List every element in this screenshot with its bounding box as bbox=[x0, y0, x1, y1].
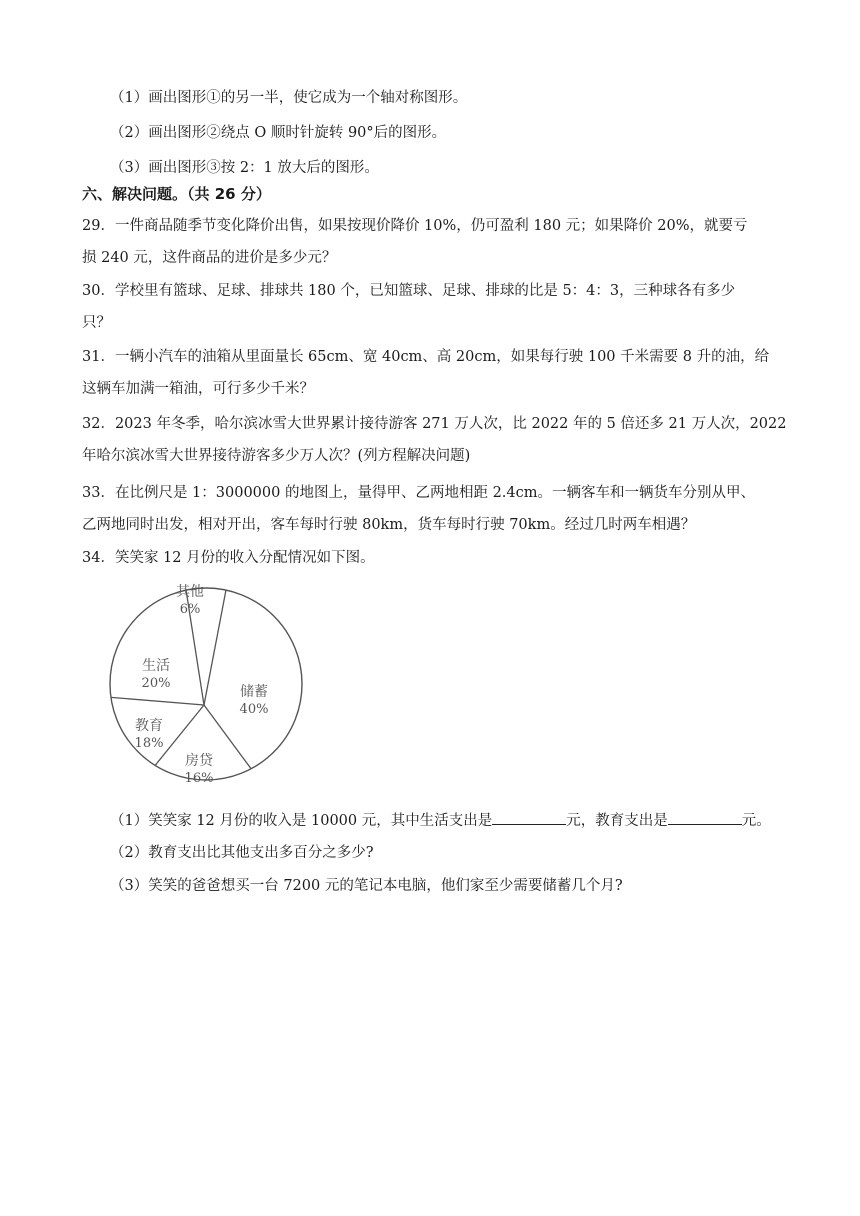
q34-sub1-text-c: 元。 bbox=[741, 813, 771, 829]
q34-sub1 bbox=[110, 810, 771, 831]
answer-blank-education[interactable] bbox=[668, 810, 742, 825]
q33-line-1: 33．在比例尺是 1：3000000 的地图上，量得甲、乙两地相距 2.4cm。一辆客车和一辆货车分别从甲、 bbox=[82, 485, 756, 501]
q32-line-1: 32．2023 年冬季，哈尔滨冰雪大世界累计接待游客 271 万人次，比 2022 年的 5 倍还多 21 万人次，2022 bbox=[82, 416, 787, 432]
q34-intro: 34．笑笑家 12 月份的收入分配情况如下图。 bbox=[82, 550, 375, 566]
slice-label-4: 生活 bbox=[142, 658, 170, 674]
q33-line-2: 乙两地同时出发，相对开出，客车每时行驶 80km，货车每时行驶 70km。经过几时两车相遇？ bbox=[82, 517, 696, 533]
q31-line-2: 这辆车加满一箱油，可行多少千米？ bbox=[82, 381, 314, 397]
slice-value-4: 20% bbox=[141, 676, 171, 691]
answer-blank-living[interactable] bbox=[492, 810, 566, 825]
section5-item-2: （2）画出图形②绕点 O 顺时针旋转 90°后的图形。 bbox=[110, 125, 447, 141]
q29-line-2: 损 240 元，这件商品的进价是多少元？ bbox=[82, 250, 337, 266]
q31-line-1: 31．一辆小汽车的油箱从里面量长 65cm、宽 40cm、高 20cm，如果每行驶 100 千米需要 8 升的油，给 bbox=[82, 349, 770, 365]
section5-item-3: （3）画出图形③按 2：1 放大后的图形。 bbox=[110, 160, 379, 176]
slice-value-5: 6% bbox=[179, 602, 201, 617]
income-pie-chart bbox=[104, 578, 314, 788]
pie-outline bbox=[110, 588, 302, 780]
slice-label-3: 教育 bbox=[135, 718, 163, 734]
q34-sub1-text-a: （1）笑笑家 12 月份的收入是 10000 元，其中生活支出是 bbox=[110, 813, 493, 829]
q29-line-1: 29．一件商品随季节变化降价出售，如果按现价降价 10%，仍可盈利 180 元；如果降价 20%，就要亏 bbox=[82, 218, 748, 234]
q32-line-2: 年哈尔滨冰雪大世界接待游客多少万人次？(列方程解决问题) bbox=[82, 448, 471, 464]
slice-label-1: 储蓄 bbox=[240, 684, 268, 700]
q34-sub3: （3）笑笑的爸爸想买一台 7200 元的笔记本电脑，他们家至少需要储蓄几个月? bbox=[110, 878, 623, 894]
section5-item-1: （1）画出图形①的另一半，使它成为一个轴对称图形。 bbox=[110, 90, 468, 106]
q34-sub2: （2）教育支出比其他支出多百分之多少? bbox=[110, 845, 374, 861]
slice-label-5: 其他 bbox=[176, 584, 204, 600]
q30-line-2: 只？ bbox=[82, 315, 111, 331]
q34-sub1-text-b: 元，教育支出是 bbox=[566, 813, 668, 829]
slice-label-2: 房贷 bbox=[185, 753, 213, 769]
q30-line-1: 30．学校里有篮球、足球、排球共 180 个，已知篮球、足球、排球的比是 5：4：3，三种球各有多少 bbox=[82, 283, 736, 299]
section6-heading: 六、解决问题。（共 26 分） bbox=[82, 185, 271, 203]
slice-value-2: 16% bbox=[184, 771, 214, 786]
slice-value-1: 40% bbox=[239, 702, 269, 717]
slice-value-3: 18% bbox=[134, 736, 164, 751]
